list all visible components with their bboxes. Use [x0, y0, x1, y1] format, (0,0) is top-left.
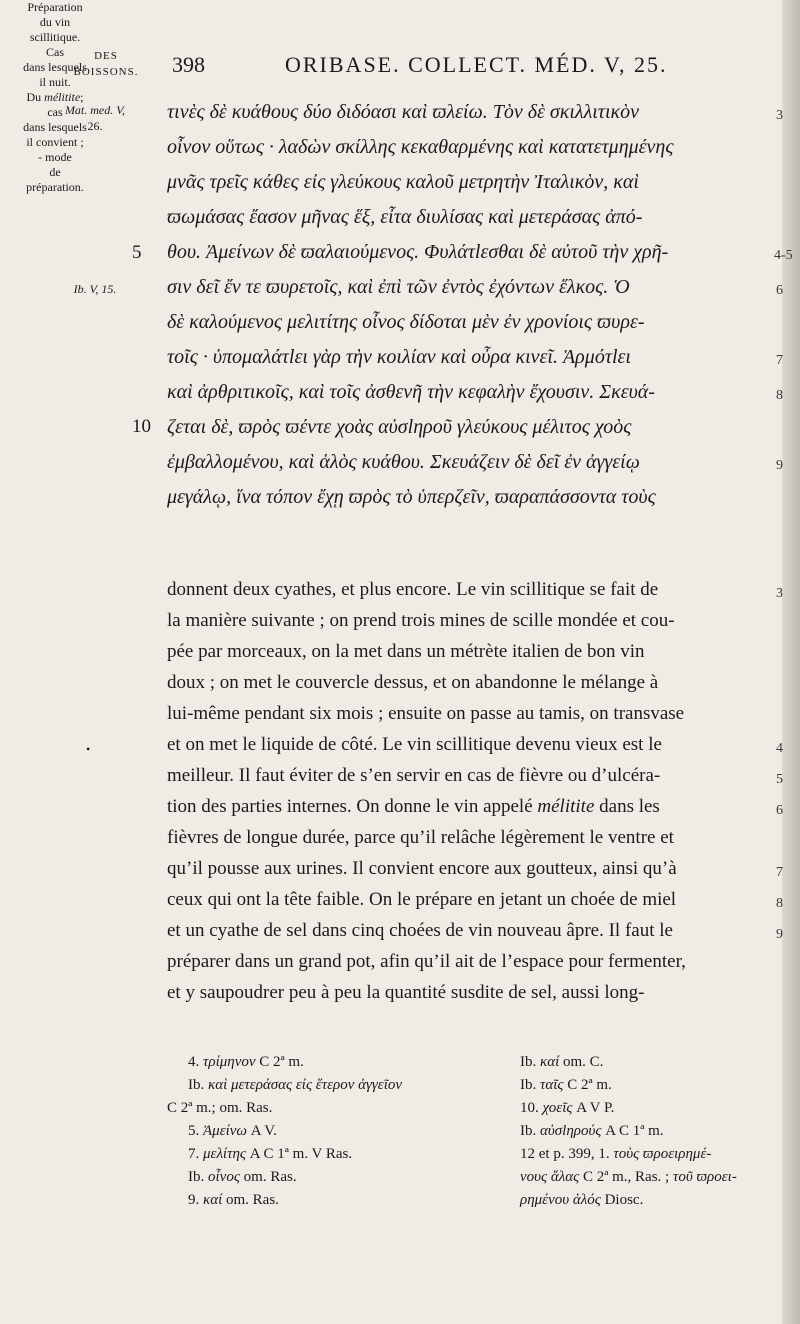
- french-line: préparer dans un grand pot, afin qu’il ait de l’espace pour fermenter,: [167, 951, 686, 972]
- greek-line: καὶ ἀρθριτικοῖς, καὶ τοῖς ἀσθενῆ τὴν κεφαλὴν ἔχουσιν. Σκευά-: [167, 381, 655, 403]
- margin-reference: 26.: [87, 119, 103, 133]
- greek-line: ϖωμάσας ἔασον μῆνας ἕξ, εἶτα διυλίσας καὶ μετεράσας ἀπό-: [167, 206, 643, 228]
- sidenote-line: il convient ;: [26, 135, 84, 149]
- french-line: ceux qui ont la tête faible. On le prépare en jetant un choée de miel: [167, 889, 677, 910]
- footnote-note: A V.: [250, 1123, 277, 1139]
- greek-line: ζεται δὲ, ϖρὸς ϖέντε χοὰς αὐσlηροῦ γλεύκους μέλιτος χοὸς: [167, 416, 632, 438]
- footnote: [188, 1123, 277, 1140]
- greek-line: τοῖς · ὑπομαλάτlει γὰρ τὴν κοιλίαν καὶ οὖρα κινεῖ. Ἁρμότlει: [167, 346, 631, 368]
- sidenote-line: dans lesquels: [23, 60, 87, 74]
- footnote: [520, 1077, 612, 1094]
- footnote: [520, 1054, 603, 1071]
- section-header-line: DES: [94, 50, 118, 62]
- footnote-ref: Ib.: [520, 1054, 537, 1070]
- sidenote-line: préparation.: [26, 180, 84, 194]
- footnote-greek: χοεῖς: [542, 1100, 573, 1116]
- greek-line: οἶνον οὕτως · λαδὼν σκίλλης κεκαθαρμένης καὶ κατατετμημένης: [167, 136, 674, 158]
- footnote: [520, 1123, 664, 1140]
- footnote-greek: τρίμηνον: [203, 1054, 256, 1070]
- footnote-ref: Ib.: [188, 1169, 205, 1185]
- running-title: ORIBASE. COLLECT. MÉD. V, 25.: [285, 52, 668, 77]
- footnote-note: om. C.: [563, 1054, 604, 1070]
- french-line: doux ; on met le couvercle dessus, et on abandonne le mélange à: [167, 672, 659, 693]
- sidenote-word: mélitite: [44, 90, 81, 104]
- sidenote-line: du vin: [39, 15, 71, 29]
- footnote-note: C 2ª m.: [567, 1077, 612, 1093]
- sidenote-line: Préparation: [27, 0, 83, 14]
- right-margin-number: 7: [776, 353, 783, 368]
- footnote-greek: ταῖς: [540, 1077, 564, 1093]
- sidenote-line: - mode: [38, 150, 72, 164]
- french-line: et y saupoudrer peu à peu la quantité susdite de sel, aussi long-: [167, 982, 645, 1003]
- footnote-greek: καί: [540, 1054, 560, 1070]
- sidenote-line: dans lesquels: [23, 120, 87, 134]
- sidenote-word: Du: [26, 90, 42, 104]
- footnote: [520, 1192, 643, 1209]
- french-line: la manière suivante ; on prend trois mines de scille mondée et cou-: [167, 610, 675, 631]
- footnote: [188, 1169, 297, 1186]
- footnote-note: A V P.: [576, 1100, 615, 1116]
- french-line: donnent deux cyathes, et plus encore. Le vin scillitique se fait de: [167, 579, 659, 600]
- french-line: pée par morceaux, on la met dans un métrète italien de bon vin: [167, 641, 645, 662]
- footnote-note: om. Ras.: [226, 1192, 279, 1208]
- french-span: tion des parties internes. On donne le vin appelé: [167, 796, 533, 817]
- footnote-greek: νους ἅλας: [520, 1169, 580, 1185]
- footnote: [188, 1146, 352, 1163]
- right-margin-number: 5: [776, 772, 783, 787]
- margin-reference: Ib. V, 15.: [73, 282, 117, 296]
- footnote-ref: Ib.: [520, 1077, 537, 1093]
- section-header-line: BOISSONS.: [73, 66, 139, 78]
- french-line: [167, 796, 660, 818]
- french-span: dans les: [599, 796, 660, 817]
- sidenote-line: il nuit.: [39, 75, 71, 89]
- footnote-greek: μελίτης: [203, 1146, 247, 1162]
- french-line: lui-même pendant six mois ; ensuite on passe au tamis, on transvase: [167, 703, 685, 724]
- footnote-ref: Ib.: [188, 1077, 205, 1093]
- footnote-ref: 4.: [188, 1054, 200, 1070]
- footnote-ref: 7.: [188, 1146, 200, 1162]
- footnote: [167, 1100, 272, 1117]
- right-margin-number: 3: [776, 108, 783, 123]
- footnote-greek: αὐσlηρούς: [540, 1123, 602, 1139]
- greek-line: ἐμβαλλομένου, καὶ ἁλὸς κυάθου. Σκευάζειν δὲ δεῖ ἐν ἀγγείῳ: [167, 451, 640, 473]
- footnote-note: A C 1ª m. V Ras.: [249, 1146, 353, 1162]
- footnote-ref: 12 et p. 399, 1.: [520, 1146, 610, 1162]
- footnote-greek: καὶ μετεράσας εἰς ἕτερον ἀγγεῖον: [208, 1077, 403, 1093]
- footnote-ref: 9.: [188, 1192, 200, 1208]
- page-number: 398: [172, 52, 205, 77]
- greek-line: τινὲς δὲ κυάθους δύο διδόασι καὶ ϖλείω. Τὸν δὲ σκιλλιτικὸν: [167, 101, 639, 123]
- footnote-ref: Ib.: [520, 1123, 537, 1139]
- footnote: [188, 1077, 402, 1094]
- footnote-greek: οἶνος: [208, 1169, 240, 1185]
- bullet-mark: •: [86, 742, 91, 756]
- right-margin-number: 6: [776, 803, 783, 818]
- footnote: [520, 1146, 711, 1163]
- french-line: qu’il pousse aux urines. Il convient encore aux goutteux, ainsi qu’à: [167, 858, 677, 879]
- footnote-greek: τοὺς ϖροειρημέ-: [613, 1146, 712, 1162]
- sidenote-word: ;: [80, 90, 84, 104]
- line-number: 5: [132, 242, 142, 263]
- french-line: et on met le liquide de côté. Le vin scillitique devenu vieux est le: [167, 734, 662, 755]
- footnote-note: C 2ª m.: [259, 1054, 304, 1070]
- page-edge-shadow: [782, 0, 800, 1324]
- footnote-ref: 10.: [520, 1100, 539, 1116]
- right-margin-number: 4: [776, 741, 783, 756]
- greek-line: μεγάλῳ, ἵνα τόπον ἔχῃ ϖρὸς τὸ ὑπερζεῖν, ϖαραπάσσοντα τοὺς: [167, 486, 656, 508]
- footnote-note: C 2ª m., Ras. ;: [582, 1169, 670, 1185]
- sidenote-line: scillitique.: [29, 30, 81, 44]
- greek-line: θου. Ἀμείνων δὲ ϖαλαιούμενος. Φυλάτlεσθαι δὲ αὐτοῦ τὴν χρῆ-: [167, 241, 669, 263]
- footnote-greek: καί: [203, 1192, 223, 1208]
- footnote-note: om. Ras.: [243, 1169, 297, 1185]
- margin-reference: Mat. med. V,: [64, 103, 126, 117]
- footnote: [188, 1054, 304, 1071]
- right-margin-number: 7: [776, 865, 783, 880]
- right-margin-number: 4-5: [774, 248, 793, 263]
- right-margin-number: 6: [776, 283, 783, 298]
- sidenote-line: de: [49, 165, 61, 179]
- sidenote-line: Cas: [46, 45, 64, 59]
- footnote: [520, 1169, 737, 1186]
- footnote: [188, 1192, 279, 1209]
- right-margin-number: 9: [776, 927, 783, 942]
- right-margin-number: 9: [776, 458, 783, 473]
- line-number: 10: [132, 416, 151, 437]
- greek-line: δὲ καλούμενος μελιτίτης οἶνος δίδοται μὲν ἐν χρονίοις ϖυρε-: [167, 311, 645, 333]
- sidenote-mode: [0, 150, 110, 195]
- footnote-greek: τοῦ ϖροει-: [672, 1169, 737, 1185]
- sidenote-line: cas: [47, 105, 63, 119]
- right-margin-number: 8: [776, 896, 783, 911]
- french-italic-term: mélitite: [537, 796, 595, 817]
- footnote-greek: Ἀμείνω: [203, 1123, 248, 1139]
- french-line: fièvres de longue durée, parce qu’il relâche légèrement le ventre et: [167, 827, 674, 848]
- footnote-note: C 2ª m.; om. Ras.: [167, 1100, 273, 1116]
- footnote: [520, 1100, 614, 1117]
- right-margin-number: 8: [776, 388, 783, 403]
- footnote-note: A C 1ª m.: [605, 1123, 664, 1139]
- section-header: [56, 48, 156, 80]
- right-margin-number: 3: [776, 586, 783, 601]
- french-line: et un cyathe de sel dans cinq choées de vin nouveau âpre. Il faut le: [167, 920, 673, 941]
- french-line: meilleur. Il faut éviter de s’en servir en cas de fièvre ou d’ulcéra-: [167, 765, 661, 786]
- sidenote-preparation: [0, 0, 110, 45]
- greek-line: μνᾶς τρεῖς κάθες εἰς γλεύκους καλοῦ μετρητὴν Ἰταλικὸν, καὶ: [167, 171, 639, 193]
- footnote-ref: 5.: [188, 1123, 200, 1139]
- footnote-greek: ρημένου ἁλός: [520, 1192, 601, 1208]
- footnote-note: Diosc.: [604, 1192, 644, 1208]
- greek-line: σιν δεῖ ἔν τε ϖυρετοῖς, καὶ ἐπὶ τῶν ἐντὸς ἐχόντων ἕλκος. Ὁ: [167, 276, 630, 298]
